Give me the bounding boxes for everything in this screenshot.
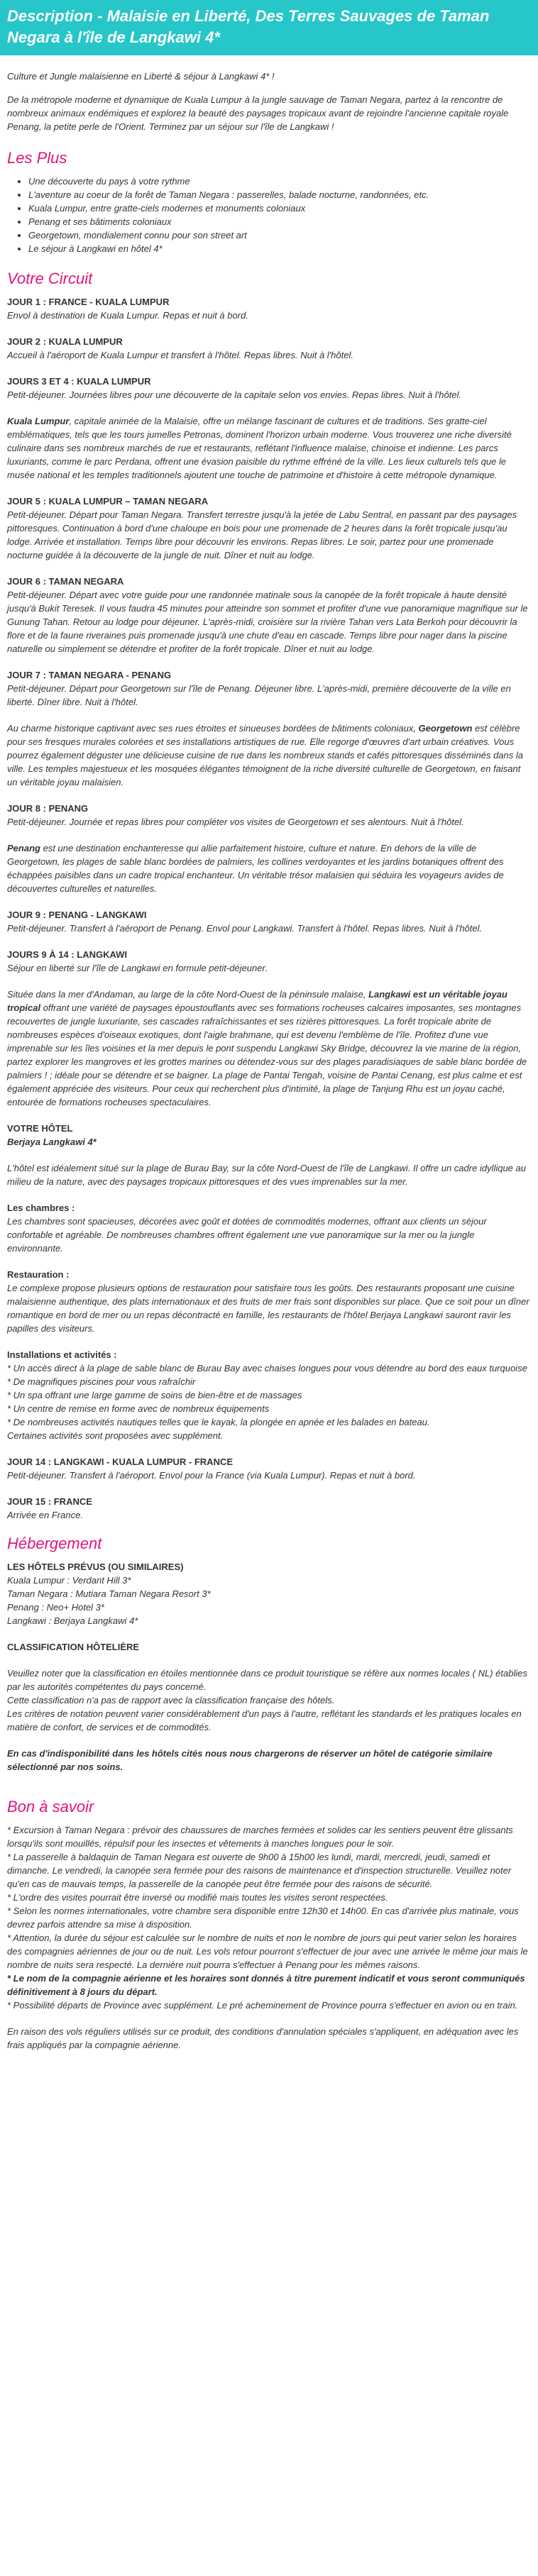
kuala-lumpur-text: , capitale animée de la Malaisie, offre un mélange fascinant de cultures et de traditions. Ses gratte-ciel emblématiques, tels que les tours jumelles Petronas, dominent l'horizon urbain moderne. Vous trouverez une riche diversité culinaire dans ses nombreux marchés de rue et restaurants, reflétant l'influence malaise, chinoise et indienne. Les parcs luxuriants, comme le parc Perdana, offrent une évasion paisible du rythme effréné de la ville. Les lieux culturels tels que le musée national et les temples traditionnels ajoutent une touche de patrimoine et d'histoire à cette métropole dynamique. [7,416,512,480]
savoir-list [7,1823,531,2012]
georgetown-paragraph [7,722,531,789]
page-title: Description - Malaisie en Liberté, Des Terres Sauvages de Taman Negara à l'île de Langkawi 4* [0,0,538,55]
georgetown-bold: Georgetown [418,723,473,734]
facilities-note: Certaines activités sont proposées avec supplément. [7,1430,224,1441]
day-text: Accueil à l'aéroport de Kuala Lumpur et transfert à l'hôtel. Repas libres. Nuit à l'hôtel. [7,350,353,360]
section-heading-hebergement: Hébergement [7,1535,102,1552]
plus-item: • L'aventure au coeur de la forêt de Taman Negara : passerelles, balade nocturne, randonnées, etc. [28,188,531,201]
langkawi-text-after: offrant une variété de paysages époustouflants avec ses formations rocheuses calcaires imposantes, ses montagnes recouvertes de jungle luxuriante, ses cascades rafraîchissantes et ses rizières pittoresques. La forêt tropicale abrite de nombreuses espèces d'oiseaux exotiques, dont l'aigle brahmane, qui est devenu l'emblème de l'île. Profitez d'une vue imprenable sur les îles voisines et la mer depuis le pont suspendu Langkawi Sky Bridge, découvrez la vie marine de la région, partez explorer les mangroves et les grottes marines ou détendez-vous sur des plages paradisiaques de sable blanc bordée de palmiers ! ; idéale pour se détendre et se baigner. La plage de Pantai Tengah, voisine de Pantai Cenang, est plus calme et est également appréciée des visiteurs. Pour ceux qui recherchent plus d'intimité, la plage de Tanjung Rhu est un joyau caché, entourée de formations rocheuses spectaculaires. [7,1002,527,1107]
savoir-item: * Possibilité départs de Province avec supplément. Le pré acheminement de Province pourra s'effectuer en avion ou en train. [7,2000,518,2011]
day-title: JOUR 7 : TAMAN NEGARA - PENANG [7,670,172,680]
facility-item: * Un accès direct à la plage de sable blanc de Burau Bay avec chaises longues pour vous détendre au bord des eaux turquoise [7,1363,527,1373]
hotel-rooms [7,1201,531,1255]
savoir-item: * Selon les normes internationales, votre chambre sera disponible entre 12h30 et 14h00. En cas d'arrivée plus matinale, vous devrez parfois attendre sa mise à disposition. [7,1906,519,1930]
content [0,55,538,2079]
day-text: Petit-déjeuner. Départ pour Georgetown sur l'île de Penang. Déjeuner libre. L'après-midi, première découverte de la ville en liberté. Dîner libre. Nuit à l'hôtel. [7,683,511,707]
day-title: JOURS 9 À 14 : LANGKAWI [7,949,128,960]
classification-line: Les critères de notation peuvent varier considérablement d'un pays à l'autre, reflétant les standards et les pratiques locales en matière de confort, de services et de commodités. [7,1708,522,1732]
facilities-heading: Installations et activités : [7,1349,117,1360]
section-heading-savoir: Bon à savoir [7,1798,94,1815]
day-block [7,575,531,656]
rooms-heading: Les chambres : [7,1203,75,1213]
day-block [7,375,531,402]
kuala-lumpur-paragraph [7,414,531,482]
plus-item: • Georgetown, mondialement connu pour son street art [28,228,531,242]
day-text: Petit-déjeuner. Transfert à l'aéroport. Envol pour la France (via Kuala Lumpur). Repas et nuit à bord. [7,1470,416,1481]
day-title: JOUR 15 : FRANCE [7,1496,92,1507]
hotel-item: Kuala Lumpur : Verdant Hill 3* [7,1575,131,1586]
hotel-intro: L'hôtel est idéalement situé sur la plage de Burau Bay, sur la côte Nord-Ouest de l'île de Langkawi. Il offre un cadre idyllique au milieu de la nature, avec des paysages tropicaux pittoresques et des vues imprenables sur la mer. [7,1163,526,1187]
cancellation-note: En raison des vols réguliers utilisés sur ce produit, des conditions d'annulation spéciales s'appliquent, en adéquation avec les frais appliqués par la compagnie aérienne. [7,2026,519,2050]
langkawi-text-before: Située dans la mer d'Andaman, au large de la côte Nord-Ouest de la péninsule malaise, [7,989,369,1000]
plus-item: • Une découverte du pays à votre rythme [28,175,531,188]
georgetown-text-before: Au charme historique captivant avec ses rues étroites et sinueuses bordées de bâtiments coloniaux, [7,723,419,734]
day-title: JOURS 3 ET 4 : KUALA LUMPUR [7,376,151,387]
day-title: JOUR 14 : LANGKAWI - KUALA LUMPUR - FRANCE [7,1456,234,1467]
plus-item: • Kuala Lumpur, entre gratte-ciels modernes et monuments coloniaux [28,201,531,215]
day-block [7,295,531,322]
day-text: Séjour en liberté sur l'île de Langkawi en formule petit-déjeuner. [7,963,268,973]
day-block [7,668,531,709]
hotel-name: Berjaya Langkawi 4* [7,1137,97,1147]
day-title: JOUR 2 : KUALA LUMPUR [7,336,123,347]
classification-line: Cette classification n'a pas de rapport avec la classification française des hôtels. [7,1695,335,1706]
savoir-item: * L'ordre des visites pourrait être inversé ou modifié mais toutes les visites seront respectées. [7,1892,388,1903]
savoir-item: * La passerelle à baldaquin de Taman Negara est ouverte de 9h00 à 15h00 les lundi, mardi, mercredi, jeudi, samedi et dimanche. Le vendredi, la canopée sera fermée pour des raisons de maintenance et d'inspection structurelle. Veuillez noter qu'en cas de mauvais temps, la passerelle de la canopée peut être fermée pour des raisons de sécurité. [7,1852,512,1889]
day-text: Petit-déjeuner. Départ pour Taman Negara. Transfert terrestre jusqu'à la jetée de Labu Sentral, en passant par des paysages pittoresques. Continuation à bord d'une chaloupe en bois pour une promenade de 2 heures dans la forêt tropicale jusqu'au lodge. Arrivée et installation. Temps libre pour découvrir les environs. Repas libres. Le soir, partez pour une promenade nocturne guidée à la découverte de la jungle de nuit. Dîner et nuit au lodge. [7,509,517,560]
hotel-item: Penang : Neo+ Hotel 3* [7,1602,104,1613]
day-block [7,908,531,935]
intro-paragraph: De la métropole moderne et dynamique de Kuala Lumpur à la jungle sauvage de Taman Negara, partez à la rencontre de nombreux animaux endémiques et explorez la beauté des paysages tropicaux avant de rejoindre l'ancienne capitale royale Penang, la petite perle de l'Orient. Terminez par un séjour sur l'île de Langkawi ! [7,94,509,132]
availability-note: En cas d'indisponibilité dans les hôtels cités nous nous chargerons de réserver un hôtel de catégorie similaire sélectionné par nos soins. [7,1748,493,1772]
hotel-restaurant [7,1268,531,1335]
section-heading-plus: Les Plus [7,149,67,167]
penang-paragraph [7,841,531,895]
day-text: Arrivée en France. [7,1510,83,1520]
penang-lead: Penang [7,843,40,853]
hotel-facilities [7,1348,531,1442]
penang-text: est une destination enchanteresse qui allie parfaitement histoire, culture et nature. En dehors de la ville de Georgetown, les plages de sable blanc bordées de palmiers, les collines verdoyantes et les jardins botaniques offrent des échappées paisibles dans un cadre tropical enchanteur. Un véritable trésor malaisien qui séduira les voyageurs avides de découvertes culturelles et naturelles. [7,843,504,894]
day-text: Petit-déjeuner. Transfert à l'aéroport de Penang. Envol pour Langkawi. Transfert à l'hôtel. Repas libres. Nuit à l'hôtel. [7,923,483,934]
day-title: JOUR 5 : KUALA LUMPUR – TAMAN NEGARA [7,496,209,507]
day-title: JOUR 1 : FRANCE - KUALA LUMPUR [7,297,170,307]
plus-list [7,175,531,255]
day-block [7,1455,531,1482]
day-text: Envol à destination de Kuala Lumpur. Repas et nuit à bord. [7,310,248,321]
day-block [7,802,531,829]
facility-item: * Un spa offrant une large gamme de soins de bien-être et de massages [7,1390,302,1400]
savoir-item: * Attention, la durée du séjour est calculée sur le nombre de nuits et non le nombre de jours qui peut varier selon les horaires des compagnies aériennes de jour ou de nuit. Les vols retour pourront s'effectuer de jour avec une arrivée le même jour mais le nombre de nuits sera respecté. La dernière nuit pourra s'effectuer à Penang pour les mêmes raisons. [7,1933,528,1970]
restaurant-heading: Restauration : [7,1269,70,1280]
intro-subtitle: Culture et Jungle malaisienne en Liberté & séjour à Langkawi 4* ! [7,71,275,82]
kuala-lumpur-lead: Kuala Lumpur [7,416,70,426]
day-title: JOUR 8 : PENANG [7,803,89,814]
day-block [7,335,531,362]
rooms-text: Les chambres sont spacieuses, décorées avec goût et dotées de commodités modernes, offrant aux clients un séjour confortable et agréable. De nombreuses chambres offrent également une vue panoramique sur la mer ou la jungle environnante. [7,1216,487,1254]
day-text: Petit-déjeuner. Journées libres pour une découverte de la capitale selon vos envies. Repas libres. Nuit à l'hôtel. [7,389,462,400]
day-block [7,948,531,975]
classification-heading: CLASSIFICATION HÔTELIÈRE [7,1642,140,1652]
section-heading-circuit: Votre Circuit [7,270,93,287]
day-title: JOUR 6 : TAMAN NEGARA [7,576,124,587]
hotel-item: Taman Negara : Mutiara Taman Negara Resort 3* [7,1588,211,1599]
day-block [7,1495,531,1522]
langkawi-bold: Langkawi est un véritable joyau tropical [7,989,507,1013]
georgetown-text-after: est célèbre pour ses fresques murales colorées et ses installations artistiques de rue. Elle regorge d'œuvres d'art urbain créatives. Vous pourrez également déguster une délicieuse cuisine de rue dans les nombreux stands et cafés pittoresques disséminés dans la ville. Les temples majestueux et les mosquées élégantes témoignent de la riche diversité culturelle de Georgetown, en faisant un véritable joyau malaisien. [7,723,523,787]
plus-item: • Penang et ses bâtiments coloniaux [28,215,531,228]
hotel-heading: VOTRE HÔTEL [7,1123,73,1134]
facility-item: * De magnifiques piscines pour vous rafraîchir [7,1376,196,1387]
hotels-list [7,1560,531,1627]
langkawi-paragraph [7,988,531,1109]
restaurant-text: Le complexe propose plusieurs options de restauration pour satisfaire tous les goûts. Des restaurants proposant une cuisine malaisienne authentique, des plats internationaux et des fruits de mer frais sont disponibles sur place. Que ce soit pour un dîner romantique en bord de mer ou un repas décontracté en famille, les restaurants de l'hôtel Berjaya Langkawi sauront ravir les papilles des visiteurs. [7,1283,529,1334]
classification-line: Veuillez noter que la classification en étoiles mentionnée dans ce produit touristique se réfère aux normes locales ( NL) établies par les autorités compétentes du pays concerné. [7,1668,527,1692]
hotels-heading: LES HÔTELS PRÉVUS (OU SIMILAIRES) [7,1561,184,1572]
day-text: Petit-déjeuner. Départ avec votre guide pour une randonnée matinale sous la canopée de la forêt tropicale à haute densité jusqu'à Bukit Teresek. Il vous faudra 45 minutes pour atteindre son sommet et profiter d'une vue panoramique magnifique sur le Gunung Tahan. Retour au lodge pour déjeuner. L'après-midi, croisière sur la rivière Tahan vers Lata Berkoh pour découvrir la flore et de la faune riveraines puis promenade jusqu'à une chute d'eau en cascade. Temps libre pour nager dans la piscine naturelle ou simplement se détendre et profiter de la forêt tropicale. Dîner et nuit au lodge. [7,590,528,654]
facility-item: * De nombreuses activités nautiques telles que le kayak, la plongée en apnée et les balades en bateau. [7,1417,430,1427]
classification-text [7,1666,531,1734]
facility-item: * Un centre de remise en forme avec de nombreux équipements [7,1403,270,1414]
savoir-item-bold: * Le nom de la compagnie aérienne et les horaires sont donnés à titre purement indicatif et vous seront communiqués définitivement à 8 jours du départ. [7,1973,525,1997]
day-block [7,494,531,562]
savoir-item: * Excursion à Taman Negara : prévoir des chaussures de marches fermées et solides car les sentiers peuvent être glissants lorsqu'ils sont mouillés, répulsif pour les insectes et vêtements à manches longues pour le soir. [7,1825,513,1849]
day-text: Petit-déjeuner. Journée et repas libres pour compléter vos visites de Georgetown et ses alentours. Nuit à l'hôtel. [7,817,464,827]
plus-item: • Le séjour à Langkawi en hôtel 4* [28,242,531,255]
day-title: JOUR 9 : PENANG - LANGKAWI [7,910,147,920]
hotel-item: Langkawi : Berjaya Langkawi 4* [7,1615,138,1626]
